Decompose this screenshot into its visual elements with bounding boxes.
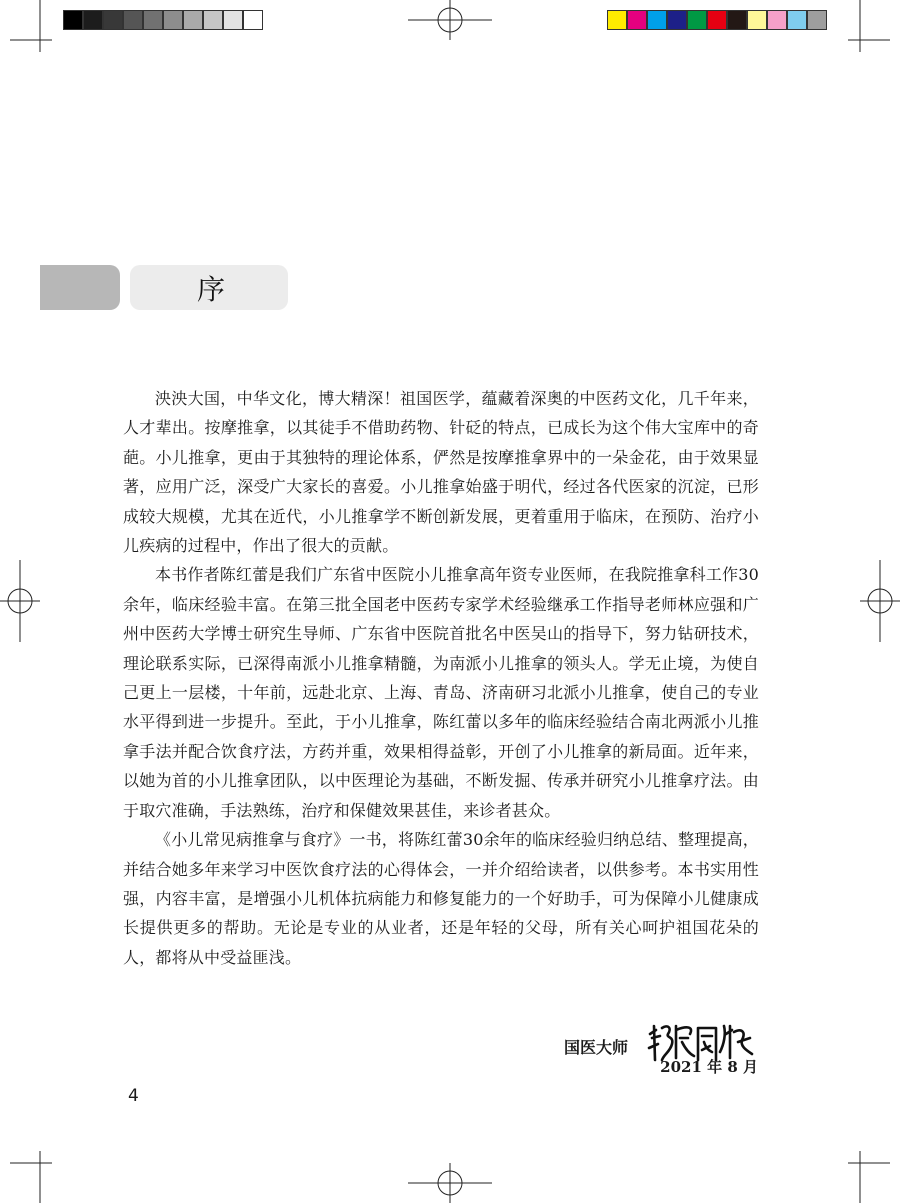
- signature-label: 国医大师: [563, 1038, 628, 1057]
- color-swatch: [183, 10, 203, 30]
- gray-color-bar: [63, 10, 263, 30]
- paragraph: 泱泱大国，中华文化，博大精深！祖国医学，蕴藏着深奥的中医药文化，几千年来，人才辈出。按摩推拿，以其徒手不借助药物、针砭的特点，已成长为这个伟大宝库中的奇葩。小儿推拿，更由于其独特的理论体系，俨然是按摩推拿界中的一朵金花，由于效果显著，应用广泛，深受广大家长的喜爱。小儿推拿始盛于明代，经过各代医家的沉淀，已形成较大规模，尤其在近代，小儿推拿学不断创新发展，更着重用于临床，在预防、治疗小儿疾病的过程中，作出了很大的贡献。: [123, 389, 759, 556]
- date: 2021 年 8 月: [660, 1058, 758, 1076]
- color-swatch: [667, 10, 687, 30]
- color-swatch: [627, 10, 647, 30]
- preface-body: [123, 384, 759, 972]
- color-swatch: [707, 10, 727, 30]
- color-swatch: [223, 10, 243, 30]
- color-swatch: [647, 10, 667, 30]
- paragraph: 《小儿常见病推拿与食疗》一书，将陈红蕾30余年的临床经验归纳总结、整理提高，并结合她多年来学习中医饮食疗法的心得体会，一并介绍给读者，以供参考。本书实用性强，内容丰富，是增强小儿机体抗病能力和修复能力的一个好助手，可为保障小儿健康成长提供更多的帮助。无论是专业的从业者，还是年轻的父母，所有关心呵护祖国花朵的人，都将从中受益匪浅。: [123, 830, 759, 967]
- section-tab-block: [40, 265, 120, 310]
- color-swatch: [607, 10, 627, 30]
- page-title: 序: [196, 272, 225, 306]
- color-swatch: [143, 10, 163, 30]
- process-color-bar: [607, 10, 827, 30]
- color-swatch: [767, 10, 787, 30]
- color-swatch: [747, 10, 767, 30]
- color-swatch: [163, 10, 183, 30]
- color-swatch: [203, 10, 223, 30]
- color-swatch: [807, 10, 827, 30]
- page-number: 4: [128, 1086, 139, 1106]
- title-pill: [130, 265, 288, 310]
- color-swatch: [103, 10, 123, 30]
- color-swatch: [787, 10, 807, 30]
- color-swatch: [123, 10, 143, 30]
- paragraph: 本书作者陈红蕾是我们广东省中医院小儿推拿高年资专业医师，在我院推拿科工作30余年，临床经验丰富。在第三批全国老中医药专家学术经验继承工作指导老师林应强和广州中医药大学博士研究生导师、广东省中医院首批名中医吴山的指导下，努力钻研技术，理论联系实际，已深得南派小儿推拿精髓，为南派小儿推拿的领头人。学无止境，为使自己更上一层楼，十年前，远赴北京、上海、青岛、济南研习北派小儿推拿，使自己的专业水平得到进一步提升。至此，于小儿推拿，陈红蕾以多年的临床经验结合南北两派小儿推拿手法并配合饮食疗法，方药并重，效果相得益彰，开创了小儿推拿的新局面。近年来，以她为首的小儿推拿团队，以中医理论为基础，不断发掘、传承并研究小儿推拿疗法。由于取穴准确，手法熟练，治疗和保健效果甚佳，来诊者甚众。: [123, 565, 759, 820]
- color-swatch: [687, 10, 707, 30]
- color-swatch: [243, 10, 263, 30]
- color-swatch: [63, 10, 83, 30]
- color-swatch: [727, 10, 747, 30]
- color-swatch: [83, 10, 103, 30]
